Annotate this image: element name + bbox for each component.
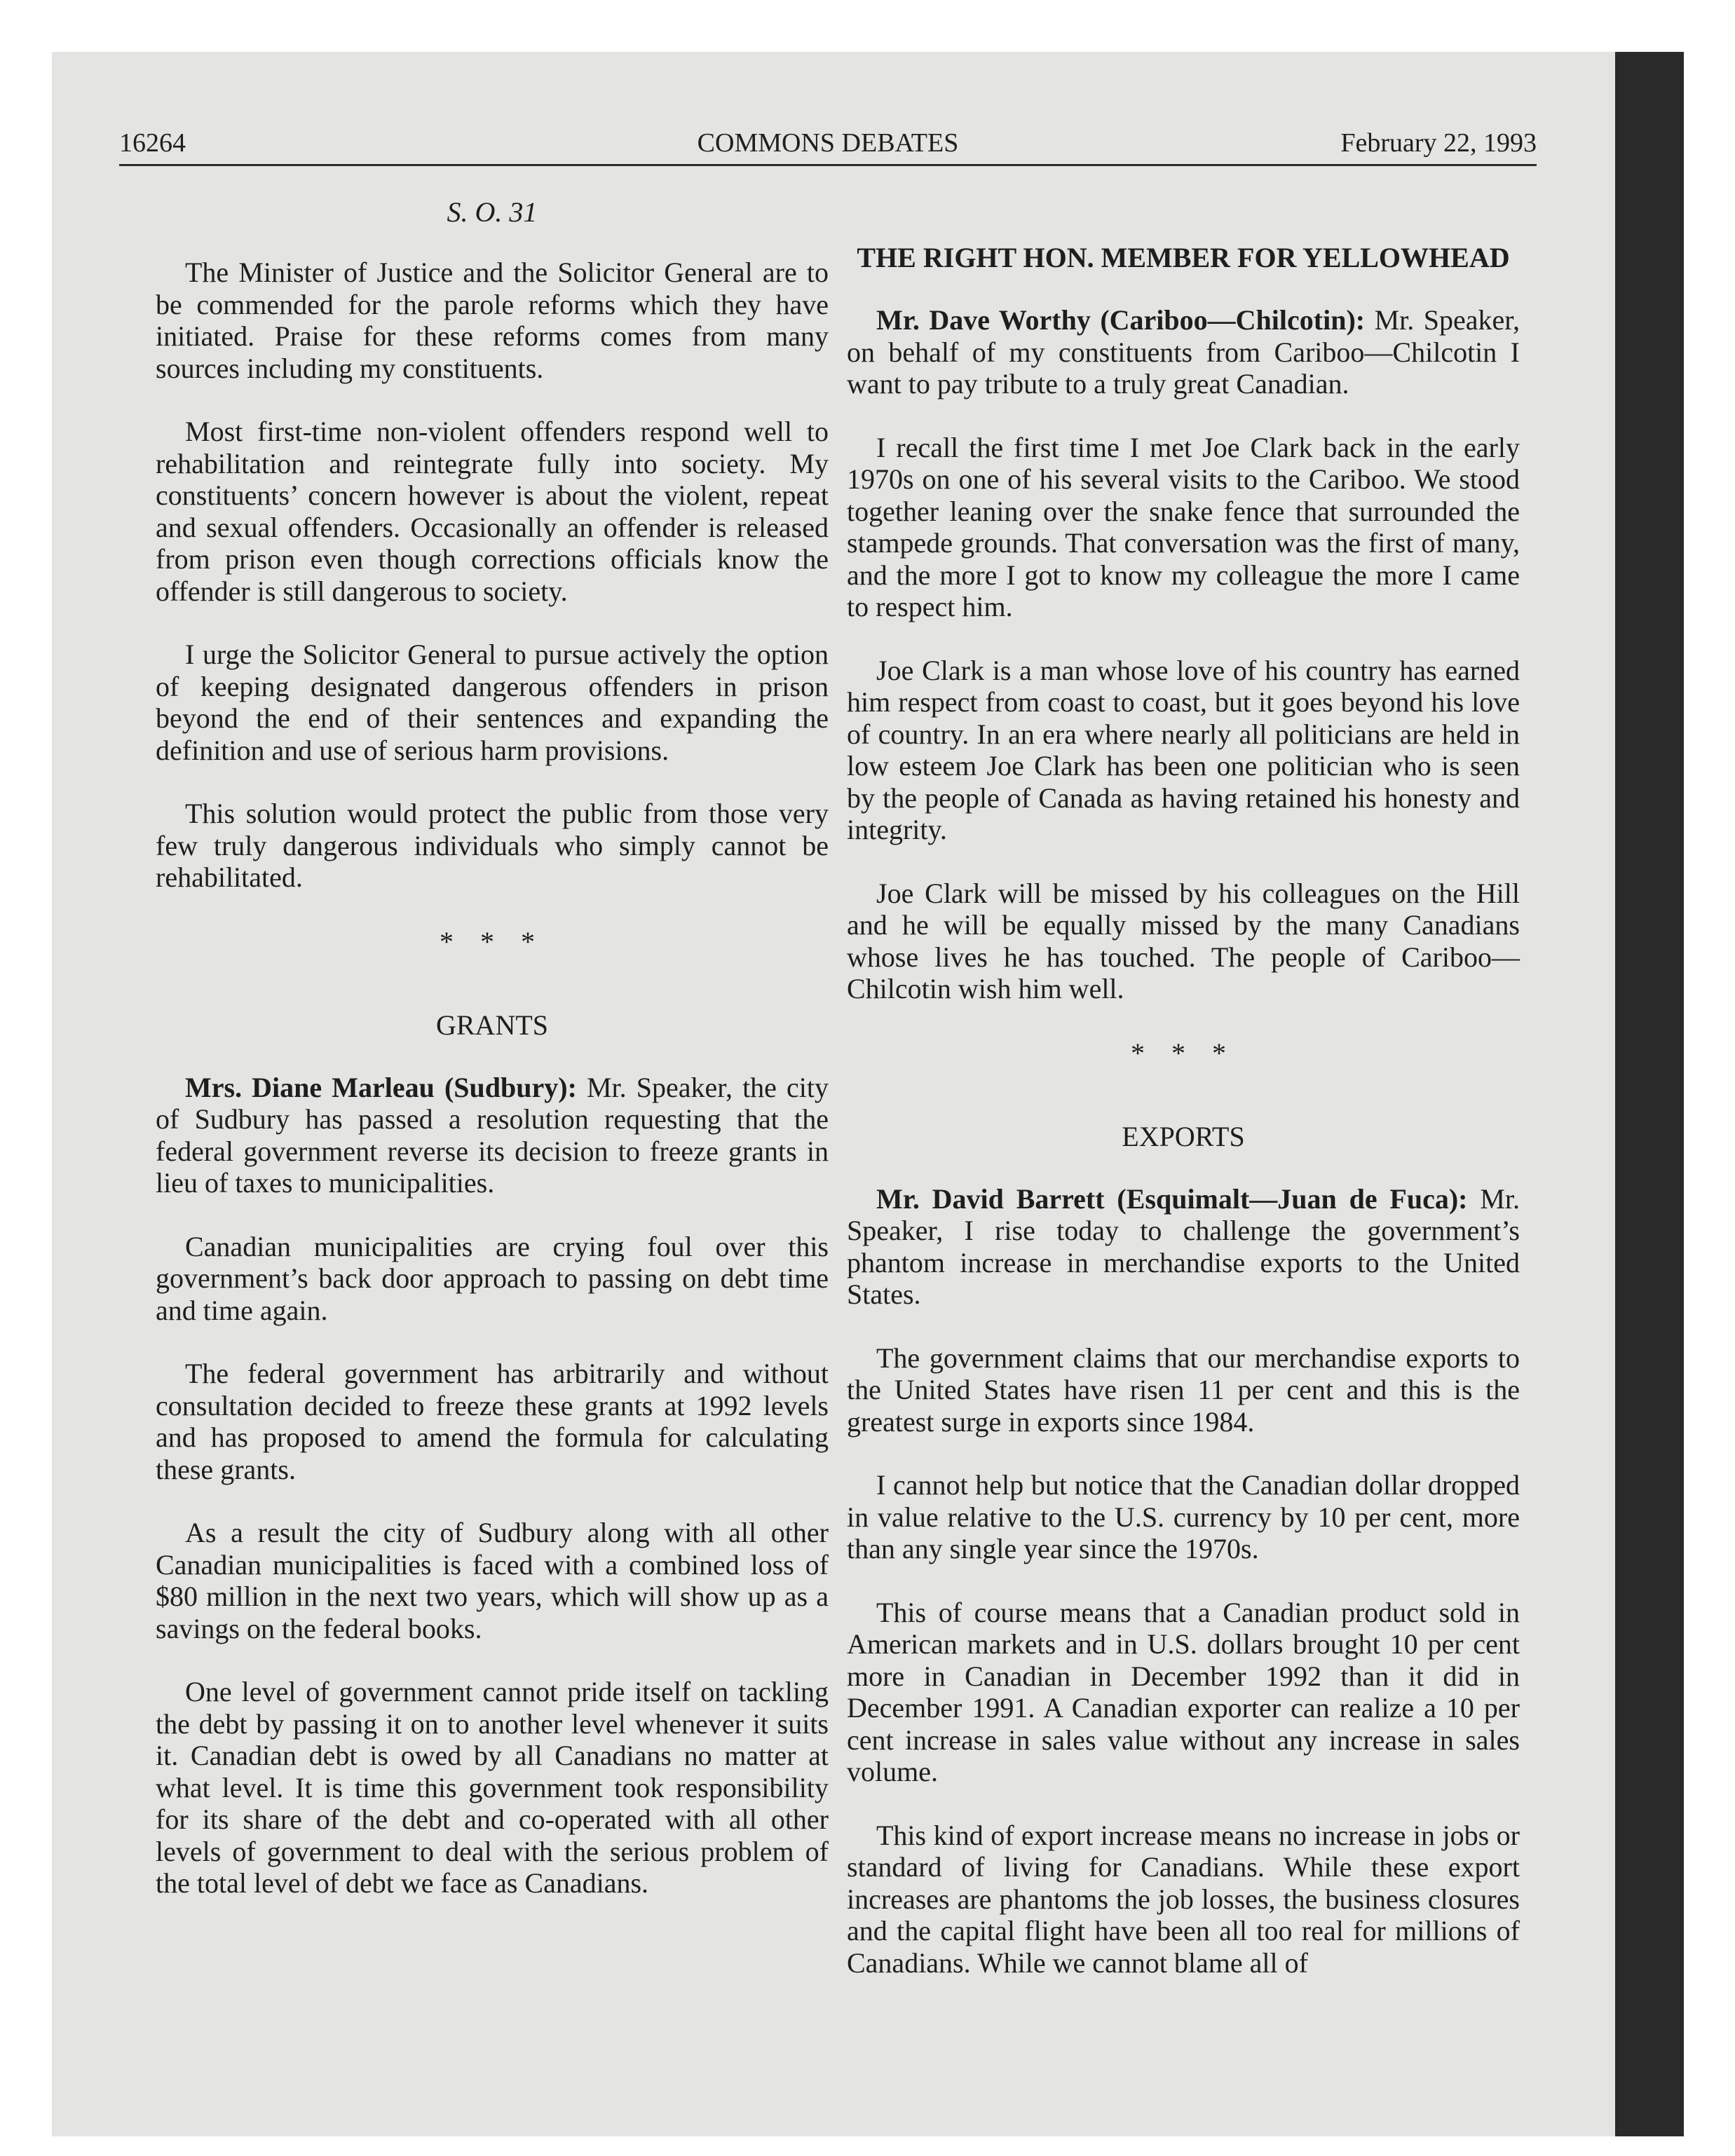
publication-title: COMMONS DEBATES — [697, 128, 959, 158]
paragraph: The Minister of Justice and the Solicitor General are to be commended for the parole reforms which they have initiated. Praise for these reforms comes from many sources including my constituents. — [156, 257, 829, 384]
paragraph: As a result the city of Sudbury along with all other Canadian municipalities is faced with a combined loss of $80 million in the next two years, which will show up as a savings on the federal books. — [156, 1517, 829, 1644]
section-heading-exports: EXPORTS — [1122, 1120, 1245, 1152]
paragraph: This solution would protect the public from those very few truly dangerous individuals who simply cannot be rehabilitated. — [156, 798, 829, 893]
paragraph: I cannot help but notice that the Canadian dollar dropped in value relative to the U.S. currency by 10 per cent, more than any single year since the 1970s. — [847, 1469, 1520, 1564]
speaker-name: Mrs. Diane Marleau (Sudbury): — [185, 1071, 577, 1103]
section-divider: * * * — [1131, 1037, 1236, 1069]
speech-opening — [847, 304, 1520, 400]
speaker-name: Mr. David Barrett (Esquimalt—Juan de Fuca): — [876, 1182, 1468, 1215]
paragraph: This of course means that a Canadian product sold in American markets and in U.S. dollars brought 10 per cent more in Canadian in December 1992 than it did in December 1991. A Canadian exporter can realize a 10 per cent increase in sales value without any increase in sales volume. — [847, 1596, 1520, 1787]
speaker-name: Mr. Dave Worthy (Cariboo—Chilcotin): — [876, 304, 1366, 336]
section-heading-grants: GRANTS — [435, 1009, 549, 1041]
scan-edge-bar — [1615, 52, 1684, 2136]
section-heading-yellowhead: THE RIGHT HON. MEMBER FOR YELLOWHEAD — [857, 242, 1510, 273]
page-number: 16264 — [119, 128, 186, 158]
paragraph: The federal government has arbitrarily and without consultation decided to freeze these grants at 1992 levels and has proposed to amend the formula for calculating these grants. — [156, 1358, 829, 1485]
document-page — [52, 52, 1615, 2136]
page-header — [119, 122, 1537, 166]
right-column — [847, 241, 1520, 2010]
section-divider: * * * — [440, 925, 545, 957]
publication-date: February 22, 1993 — [1340, 128, 1537, 158]
paragraph: I urge the Solicitor General to pursue actively the option of keeping designated dangerous offenders in prison beyond the end of their sentences and expanding the definition and use of serious harm provisions. — [156, 639, 829, 766]
paragraph: One level of government cannot pride itself on tackling the debt by passing it on to another level whenever it suits it. Canadian debt is owed by all Canadians no matter at what level. It is time this government took responsibility for its share of the debt and co-operated with all other levels of government to deal with the serious problem of the total level of debt we face as Canadians. — [156, 1676, 829, 1899]
speech-opening — [847, 1183, 1520, 1311]
paragraph: Joe Clark is a man whose love of his country has earned him respect from coast to coast, but it goes beyond his love of country. In an era where nearly all politicians are held in low esteem Joe Clark has been one politician who is seen by the people of Canada as having retained his honesty and integrity. — [847, 654, 1520, 845]
paragraph: Joe Clark will be missed by his colleagues on the Hill and he will be equally missed by the many Canadians whose lives he has touched. The people of Cariboo—Chilcotin wish him well. — [847, 877, 1520, 1004]
paragraph: I recall the first time I met Joe Clark back in the early 1970s on one of his several visits to the Cariboo. We stood together leaning over the snake fence that surrounded the stampede grounds. That conversation was the first of many, and the more I got to know my colleague the more I came to respect him. — [847, 431, 1520, 622]
section-label: S. O. 31 — [447, 196, 538, 228]
paragraph: The government claims that our merchandise exports to the United States have risen 11 per cent and this is the greatest surge in exports since 1984. — [847, 1342, 1520, 1438]
speech-opening — [156, 1072, 829, 1199]
paragraph: Canadian municipalities are crying foul over this government’s back door approach to passing on debt time and time again. — [156, 1230, 829, 1326]
speech-text: Mr. Speaker, I rise today to challenge the government’s phantom increase in merchandise exports to the United States. — [847, 1182, 1520, 1310]
left-column — [156, 196, 829, 1931]
speech-text: Mr. Speaker, the city of Sudbury has passed a resolution requesting that the federal government reverse its decision to freeze grants in lieu of taxes to municipalities. — [156, 1071, 829, 1199]
speech-text: Mr. Speaker, on behalf of my constituents from Cariboo—Chilcotin I want to pay tribute to a truly great Canadian. — [847, 304, 1520, 400]
paragraph: This kind of export increase means no increase in jobs or standard of living for Canadians. While these export increases are phantoms the job losses, the business closures and the capital flight have been all too real for millions of Canadians. While we cannot blame all of — [847, 1819, 1520, 1979]
paragraph: Most first-time non-violent offenders respond well to rehabilitation and reintegrate fully into society. My constituents’ concern however is about the violent, repeat and sexual offenders. Occasionally an offender is released from prison even though corrections officials know the offender is still dangerous to society. — [156, 416, 829, 607]
